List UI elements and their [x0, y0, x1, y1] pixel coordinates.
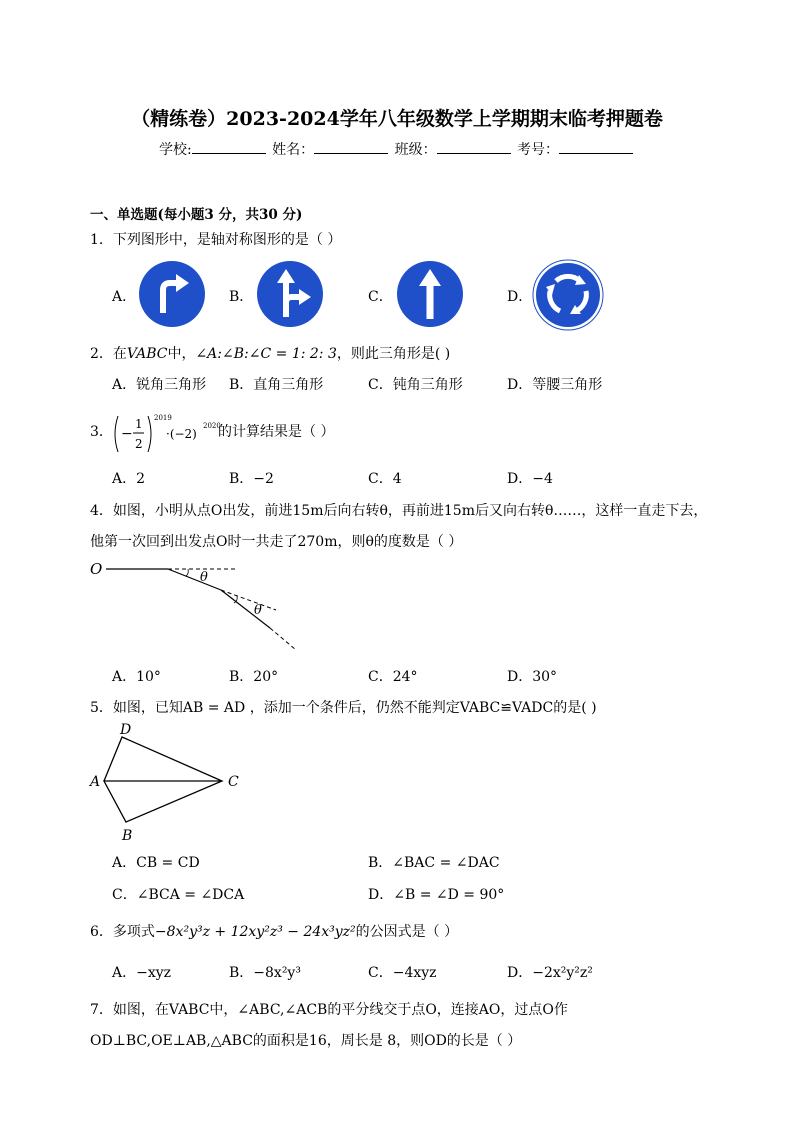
q4-option-a[interactable]: A．10° — [112, 669, 161, 685]
q5-label-a: A — [90, 774, 101, 790]
q3-exp2: 2020 — [203, 422, 221, 430]
q3-base2: ·(−2) — [166, 427, 197, 441]
class-blank[interactable] — [437, 141, 511, 154]
q4-label-o: O — [90, 560, 103, 578]
q7-stem-line1: 7．如图，在VABC中，∠ABC,∠ACB的平分线交于点O，连接AO，过点O作 — [90, 1002, 568, 1018]
straight-ahead-sign-icon — [395, 259, 465, 329]
q2-stem-pre: 2．在 — [90, 346, 127, 362]
q3-option-d[interactable]: D．−4 — [507, 471, 553, 487]
q4-stem-line1: 4．如图，小明从点O出发，前进15m后向右转θ，再前进15m后又向右转θ……，这样一直走下去， — [90, 503, 708, 519]
q2-option-a[interactable]: A．锐角三角形 — [112, 377, 207, 393]
q4-stem-line2: 他第一次回到出发点O时一共走了270m，则θ的度数是（ ） — [90, 534, 463, 550]
q5-kite-figure — [88, 718, 248, 846]
q3-frac-den: 2 — [135, 437, 143, 451]
q4-label-theta-2: θ — [254, 603, 262, 618]
name-label: 姓名： — [272, 142, 315, 158]
q5-option-c[interactable]: C．∠BCA = ∠DCA — [112, 887, 245, 903]
q5-option-b[interactable]: B．∠BAC = ∠DAC — [368, 855, 500, 871]
svg-text:−: − — [121, 426, 133, 442]
q5-option-a[interactable]: A．CB = CD — [112, 855, 200, 871]
q6-option-d[interactable]: D．−2x²y²z² — [507, 965, 593, 981]
page-title: （精练卷）2023-2024学年八年级数学上学期期末临考押题卷 — [131, 108, 663, 130]
q4-option-c[interactable]: C．24° — [368, 669, 418, 685]
q6-option-b[interactable]: B．−8x²y³ — [229, 965, 301, 981]
q4-path-figure — [88, 556, 308, 656]
q6-polynomial: −8x²y³z + 12xy²z³ − 24x³yz² — [154, 924, 356, 940]
q6-option-a[interactable]: A．−xyz — [112, 965, 172, 981]
q2-option-c[interactable]: C．钝角三角形 — [368, 377, 463, 393]
q1-option-d-label: D． — [507, 289, 533, 305]
name-blank[interactable] — [314, 141, 388, 154]
q1-stem: 1．下列图形中，是轴对称图形的是（ ） — [90, 232, 342, 248]
student-info-line — [0, 139, 794, 159]
q4-option-d[interactable]: D．30° — [507, 669, 558, 685]
q2-option-b[interactable]: B．直角三角形 — [229, 377, 324, 393]
q7-stem-line2: OD⊥BC,OE⊥AB,△ABC的面积是16，周长是 8，则OD的长是（ ） — [90, 1033, 522, 1049]
q5-label-c: C — [228, 774, 239, 790]
q6-option-c[interactable]: C．−4xyz — [368, 965, 437, 981]
turn-right-sign-icon — [137, 259, 207, 329]
q5-stem: 5．如图，已知AB = AD ，添加一个条件后，仍然不能判定VABC≌VADC的是( ) — [90, 700, 597, 716]
q2-stem-mid: 中， — [167, 346, 196, 362]
q3-option-b[interactable]: B．−2 — [229, 471, 274, 487]
q1-option-b-label: B． — [229, 289, 254, 305]
class-label: 班级： — [394, 142, 437, 158]
q3-number: 3． — [90, 424, 113, 440]
school-label: 学校: — [158, 142, 192, 158]
straight-or-right-sign-icon — [255, 259, 325, 329]
q3-option-c[interactable]: C．4 — [368, 471, 402, 487]
q1-option-a-label: A． — [112, 289, 137, 305]
q5-option-d[interactable]: D．∠B = ∠D = 90° — [368, 887, 505, 903]
q2-stem — [90, 343, 450, 363]
q6-number: 6．多项式 — [90, 924, 155, 940]
q2-angle-ratio: ∠A:∠B:∠C = 1: 2: 3 — [195, 346, 337, 362]
section-heading: 一、单选题(每小题3 分，共30 分) — [90, 207, 303, 223]
q3-frac-num: 1 — [135, 417, 143, 431]
q6-stem — [90, 921, 458, 941]
q3-exp1: 2019 — [154, 414, 172, 422]
exam-number-blank[interactable] — [559, 141, 633, 154]
roundabout-sign-icon — [532, 259, 604, 331]
q2-stem-post: ，则此三角形是( ) — [336, 346, 451, 362]
q5-label-b: B — [122, 828, 133, 844]
q1-option-c-label: C． — [368, 289, 393, 305]
q3-option-a[interactable]: A．2 — [112, 471, 146, 487]
q2-option-d[interactable]: D．等腰三角形 — [507, 377, 603, 393]
exam-number-label: 考号： — [517, 142, 560, 158]
q5-label-d: D — [120, 722, 132, 738]
q6-stem-post: 的公因式是（ ） — [355, 924, 459, 940]
q3-stem-post: 的计算结果是（ ） — [218, 424, 335, 440]
q2-triangle: VABC — [126, 346, 168, 362]
school-blank[interactable] — [192, 141, 266, 154]
q4-option-b[interactable]: B．20° — [229, 669, 279, 685]
q4-label-theta-1: θ — [200, 570, 208, 585]
